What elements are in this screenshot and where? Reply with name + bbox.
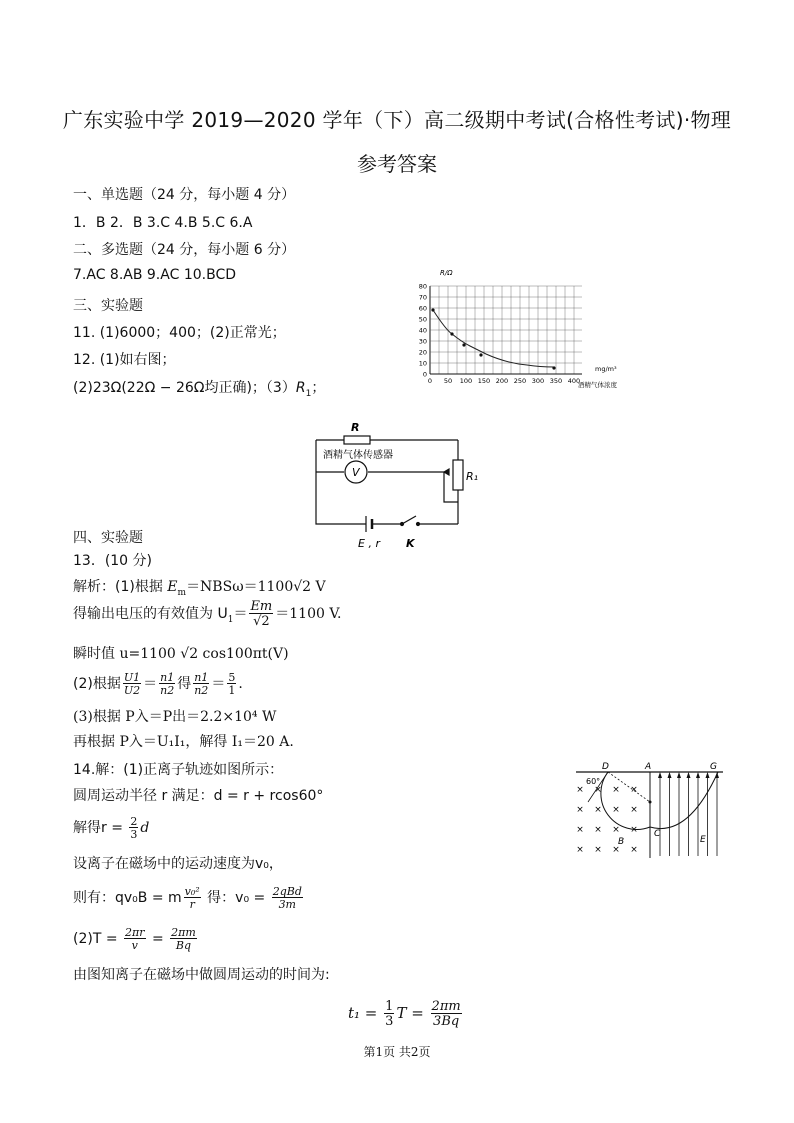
q13-l4-eq2: ＝ (211, 676, 226, 692)
q12-r-sub: 1 (305, 388, 312, 399)
label-b: B (618, 837, 625, 847)
q13-l1-sub: m (177, 587, 187, 598)
label-er: E , r (358, 537, 380, 550)
graph-ytick: 0 (422, 370, 427, 379)
graph-ylabel: R/Ω (440, 269, 453, 277)
ion-arc-magnetic (601, 772, 650, 829)
graph-point (450, 332, 453, 335)
efield-arrow (658, 772, 662, 778)
cross-mark: × (630, 845, 638, 855)
q14-l3-end: d (140, 820, 150, 836)
q14-l6-f2n: 2πm (171, 926, 196, 939)
cross-mark: × (630, 805, 638, 815)
cross-mark: × (630, 825, 638, 835)
q13-l4-f2n: n1 (160, 671, 175, 684)
field-diagram (568, 760, 728, 860)
cross-mark: × (594, 805, 602, 815)
q14-l5-f2 (272, 886, 303, 910)
circuit-diagram (308, 418, 478, 552)
q13-l4-f2 (159, 672, 175, 696)
graph-xtick: 0 (427, 377, 433, 385)
page-footer: 第1页 共2页 (363, 1045, 431, 1059)
q12-part2 (73, 377, 325, 399)
efield-arrow (706, 772, 710, 778)
q14-l3-fd: 3 (130, 828, 138, 841)
graph-xtick: 200 (495, 377, 509, 385)
magnetic-field-crosses (576, 785, 638, 855)
q14-l8-f2d: 3Bq (433, 1014, 460, 1029)
q12-end: ； (311, 380, 326, 396)
graph-point (479, 353, 482, 356)
q14-l8-mid: T = (396, 1004, 429, 1022)
q13-l1-e: E (167, 579, 178, 595)
graph-xtick: 100 (459, 377, 473, 385)
q13-line5: (3)根据 P入＝P出＝2.2×10⁴ W (73, 709, 277, 725)
q12-part2-text: (2)23Ω(22Ω − 26Ω均正确)；（3） (73, 380, 296, 396)
section-2-answers: 7.AC 8.AB 9.AC 10.BCD (73, 267, 236, 283)
q14-l6-eq: = (147, 931, 169, 947)
label-c: C (654, 829, 661, 839)
q13-l2-sub: 1 (227, 614, 234, 625)
rheostat-arrow (444, 469, 449, 475)
label-g: G (710, 762, 717, 772)
graph-point (552, 366, 555, 369)
q13-line2 (73, 600, 341, 628)
q13-l4-f1n: U1 (123, 671, 141, 684)
label-angle: 60° (586, 777, 601, 786)
q14-l6-f2 (170, 927, 197, 951)
q13-l4-mid: 得 (177, 676, 192, 692)
q14-l6-f1d: v (131, 939, 138, 952)
switch-blade (402, 516, 416, 524)
graph-ytick: 40 (418, 326, 427, 335)
graph-xtick: 50 (443, 377, 453, 385)
q14-l8-f1 (384, 1000, 394, 1028)
efield-arrow (687, 772, 691, 778)
q11-answer: 11. (1)6000；400；(2)正常光； (73, 325, 286, 341)
label-d: D (602, 762, 609, 772)
q13-l2-pre: 得输出电压的有效值为 U (73, 606, 228, 622)
page-subtitle: 参考答案 (357, 152, 437, 176)
q13-l4-f1 (123, 672, 141, 696)
cross-mark: × (612, 825, 620, 835)
circuit-wire (444, 472, 458, 502)
rheostat-r1 (453, 460, 463, 490)
q14-l8-f2 (431, 1000, 462, 1028)
q13-l4-pre: (2)根据 (73, 676, 121, 692)
q13-l4-f3n: n1 (194, 671, 209, 684)
q13-l2-end: ＝1100 V. (275, 606, 342, 622)
q14-l8-f1d: 3 (385, 1014, 394, 1029)
cross-mark: × (576, 785, 584, 795)
label-v: V (352, 466, 360, 479)
center-dot (649, 801, 652, 804)
q13-l4-f4 (227, 672, 236, 696)
resistor-r (344, 436, 370, 444)
q14-line4: 设离子在磁场中的运动速度为v₀， (73, 856, 283, 872)
cross-mark: × (576, 805, 584, 815)
q13-l4-f2d: n2 (160, 684, 175, 697)
q13-l4-f1d: U2 (123, 684, 141, 697)
q13-l2-eq: ＝ (233, 606, 248, 622)
q14-line2: 圆周运动半径 r 满足：d = r + rcos60° (73, 788, 324, 804)
section-1-heading: 一、单选题（24 分，每小题 4 分） (73, 187, 296, 203)
efield-arrow (668, 772, 672, 778)
q14-line5 (73, 886, 305, 910)
label-k: K (406, 537, 415, 550)
graph-curve (433, 310, 554, 367)
q13-l1-rest: ＝NBSω＝1100√2 V (186, 579, 326, 595)
q14-l6-f1 (124, 927, 146, 951)
section-1-answers: 1．B 2．B 3.C 4.B 5.C 6.A (73, 215, 253, 231)
cross-mark: × (594, 845, 602, 855)
q14-l8-f1n: 1 (385, 999, 394, 1014)
q14-heading: 14.解：(1)正离子轨迹如图所示： (73, 762, 284, 778)
graph-ytick: 30 (418, 337, 427, 346)
q14-l5-f2n: 2qBd (272, 885, 302, 898)
cross-mark: × (576, 825, 584, 835)
q13-l4-f3d: n2 (194, 684, 209, 697)
efield-arrow (696, 772, 700, 778)
label-r: R (351, 421, 360, 434)
q13-l4-eq: ＝ (143, 676, 158, 692)
cross-mark: × (576, 845, 584, 855)
page-title: 广东实验中学 2019—2020 学年（下）高二级期中考试(合格性考试)·物理 (62, 108, 732, 132)
section-4-heading: 四、实验题 (73, 530, 143, 546)
q13-line3: 瞬时值 u=1100 √2 cos100πt(V) (73, 646, 289, 662)
q14-l5-pre: 则有：qv₀B = m (73, 890, 182, 906)
q13-l2-num: Em (250, 599, 273, 614)
q14-line3 (73, 816, 149, 840)
q14-l5-f2d: 3m (278, 898, 296, 911)
graph-ytick: 20 (418, 348, 427, 357)
q12-r-symbol: R (295, 380, 306, 396)
cross-mark: × (594, 785, 602, 795)
q13-l2-den: √2 (253, 614, 270, 629)
label-sensor: 酒精气体传感器 (323, 450, 393, 461)
q14-l3-pre: 解得r = (73, 820, 128, 836)
graph-xlabel: mg/m³ (595, 365, 617, 373)
q14-l3-fn: 2 (130, 815, 138, 828)
cross-mark: × (612, 805, 620, 815)
label-e: E (700, 835, 706, 845)
q13-line6: 再根据 P入＝U₁I₁，解得 I₁＝20 A. (73, 734, 294, 750)
cross-mark: × (594, 825, 602, 835)
label-a: A (645, 762, 652, 772)
q13-line4 (73, 672, 243, 696)
graph-xtick: 350 (549, 377, 563, 385)
graph-xlabel2: 酒精气体浓度 (578, 381, 617, 389)
graph-ytick: 50 (418, 315, 427, 324)
electric-field-lines (658, 772, 719, 856)
switch-contact (417, 523, 420, 526)
section-2-heading: 二、多选题（24 分，每小题 6 分） (73, 242, 296, 258)
q13-line1 (73, 576, 326, 598)
graph-xtick: 300 (531, 377, 545, 385)
q13-l2-frac (249, 600, 273, 628)
q14-l5-fn: v₀² (184, 885, 200, 898)
efield-arrow (677, 772, 681, 778)
q14-l5-f1 (184, 886, 201, 910)
q14-l8-f2n: 2πm (431, 999, 461, 1014)
q14-l6-f2d: Bq (175, 939, 192, 952)
q13-l4-f3 (193, 672, 209, 696)
graph-point (431, 308, 434, 311)
resistance-concentration-graph (418, 266, 646, 394)
graph-xtick: 400 (567, 377, 581, 385)
label-r1: R₁ (466, 470, 478, 483)
q14-l5-mid: 得：v₀ = (202, 890, 270, 906)
graph-xtick: 150 (477, 377, 491, 385)
section-3-heading: 三、实验题 (73, 298, 143, 314)
graph-ytick: 80 (418, 282, 427, 291)
graph-xtick: 250 (513, 377, 527, 385)
q13-l1-pre: 解析：(1)根据 (73, 579, 168, 595)
q13-l4-f4n: 5 (228, 671, 236, 684)
q14-line7: 由图知离子在磁场中做圆周运动的时间为: (73, 967, 330, 983)
q12-answer: 12. (1)如右图； (73, 352, 176, 368)
q14-l3-frac (129, 816, 138, 840)
q14-line6 (73, 927, 199, 951)
q13-l4-end: . (238, 676, 243, 692)
cross-mark: × (612, 785, 620, 795)
q14-l6-pre: (2)T = (73, 931, 123, 947)
q14-l6-f1n: 2πr (125, 926, 145, 939)
cross-mark: × (612, 845, 620, 855)
graph-ytick: 60 (418, 304, 427, 313)
q13-l4-f4d: 1 (228, 684, 236, 697)
q14-l8-pre: t₁ = (348, 1004, 383, 1022)
graph-point (462, 343, 465, 346)
graph-ytick: 70 (418, 293, 427, 302)
q14-line8 (348, 1000, 464, 1028)
cross-mark: × (630, 785, 638, 795)
q14-l5-fd: r (189, 898, 195, 911)
q13-heading: 13．(10 分) (73, 553, 153, 569)
graph-ytick: 10 (418, 359, 427, 368)
